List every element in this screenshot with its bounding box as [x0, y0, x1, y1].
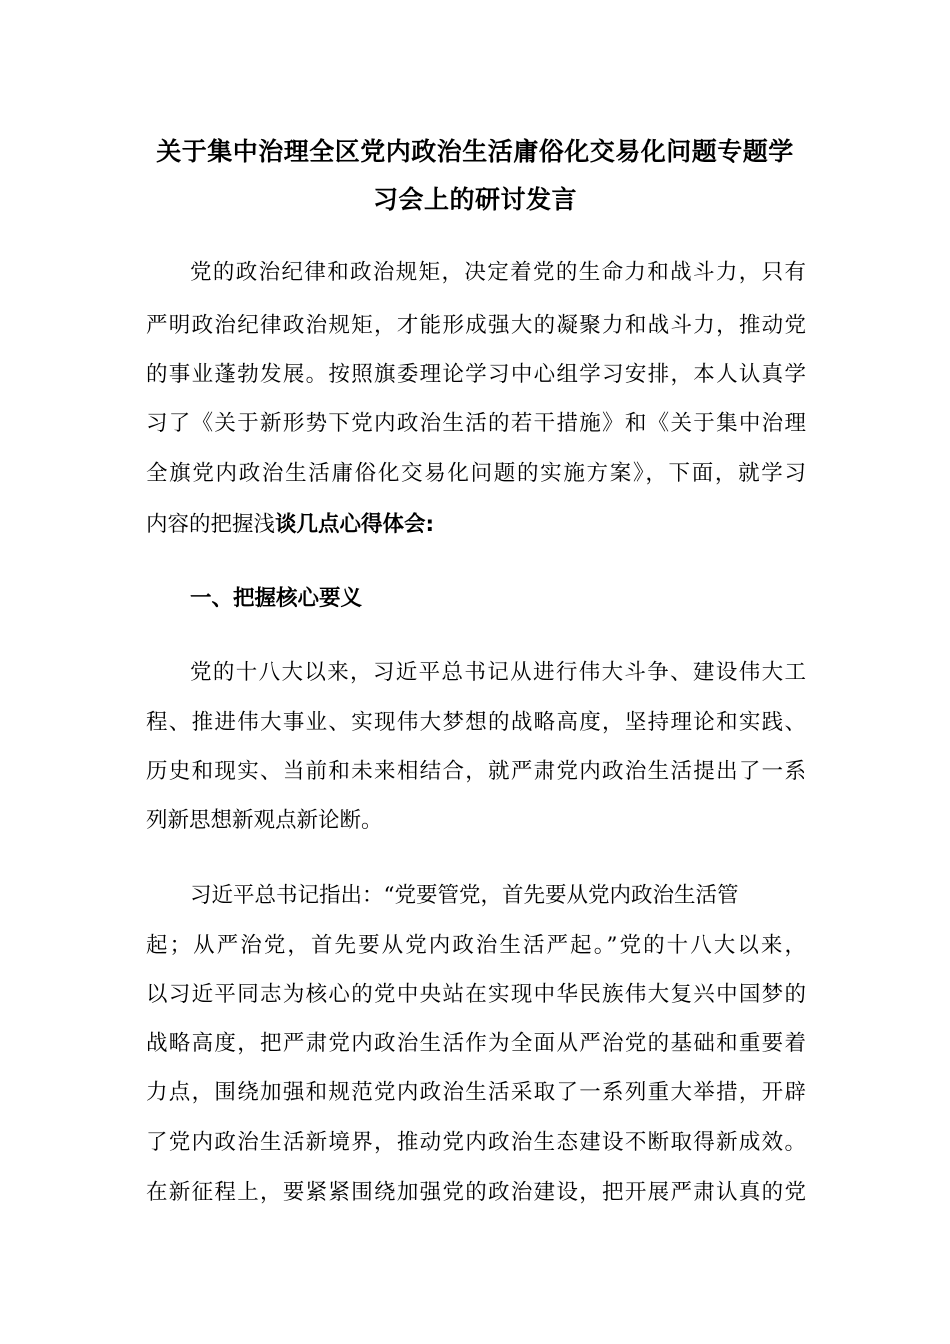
paragraph-2-line-4: 列新思想新观点新论断。 — [146, 808, 383, 833]
paragraph-1-line-6 — [146, 510, 806, 540]
paragraph-2-line-1: 党的十八大以来，习近平总书记从进行伟大斗争、建设伟大工 — [190, 660, 806, 685]
section-heading-1: 一、把握核心要义 — [190, 586, 363, 611]
paragraph-3-line-3: 以习近平同志为核心的党中央站在实现中华民族伟大复兴中国梦的 — [146, 982, 806, 1007]
paragraph-3-line-1: 习近平总书记指出：“党要管党，首先要从党内政治生活管 — [190, 883, 739, 908]
paragraph-3-line-2: 起；从严治党，首先要从党内政治生活严起。”党的十八大以来， — [146, 933, 806, 958]
document-title — [140, 128, 810, 224]
paragraph-1-last-text: 内容的把握浅 — [146, 512, 276, 537]
paragraph-2-line-2: 程、推进伟大事业、实现伟大梦想的战略高度，坚持理论和实践、 — [146, 710, 806, 735]
paragraph-3-line-6: 了党内政治生活新境界，推动党内政治生态建设不断取得新成效。 — [146, 1130, 806, 1155]
paragraph-1-line-3: 的事业蓬勃发展。按照旗委理论学习中心组学习安排，本人认真学 — [146, 362, 806, 387]
paragraph-3-line-5: 力点，围绕加强和规范党内政治生活采取了一系列重大举措，开辟 — [146, 1080, 806, 1105]
paragraph-3-line-7: 在新征程上，要紧紧围绕加强党的政治建设，把开展严肃认真的党 — [146, 1180, 806, 1205]
paragraph-1-bold-text: 谈几点心得体会: — [275, 512, 435, 537]
title-line-2: 习会上的研讨发言 — [372, 185, 577, 214]
paragraph-2-line-3: 历史和现实、当前和未来相结合，就严肃党内政治生活提出了一系 — [146, 759, 806, 784]
paragraph-1-line-2: 严明政治纪律政治规矩，才能形成强大的凝聚力和战斗力，推动党 — [146, 313, 806, 338]
title-line-1: 关于集中治理全区党内政治生活庸俗化交易化问题专题学 — [156, 137, 794, 166]
paragraph-1-line-1: 党的政治纪律和政治规矩，决定着党的生命力和战斗力，只有 — [190, 260, 806, 285]
paragraph-3-line-4: 战略高度，把严肃党内政治生活作为全面从严治党的基础和重要着 — [146, 1031, 806, 1056]
paragraph-1-line-4: 习了《关于新形势下党内政治生活的若干措施》和《关于集中治理 — [146, 411, 806, 436]
paragraph-1-line-5: 全旗党内政治生活庸俗化交易化问题的实施方案》，下面，就学习 — [146, 461, 806, 486]
